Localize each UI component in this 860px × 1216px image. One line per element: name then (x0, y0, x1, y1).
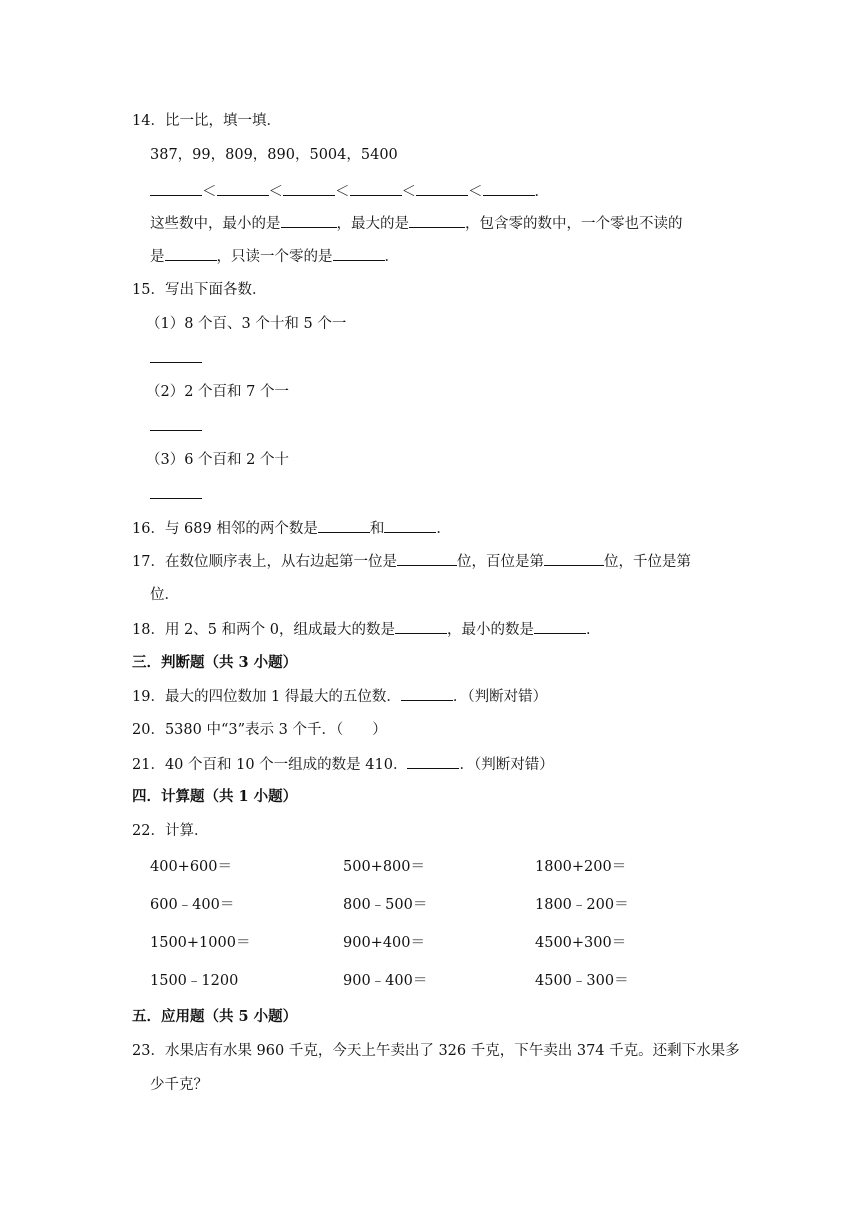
answer-blank[interactable] (150, 416, 202, 431)
q15-item-1: （1）8 个百、3 个十和 5 个一 (146, 316, 347, 332)
q14-line4: 是 ，只读一个零的是 ． (150, 246, 399, 267)
q14-numbers: 387，99，809，890，5004，5400 (150, 147, 398, 163)
q15-item-3: （3）6 个百和 2 个十 (146, 452, 290, 468)
answer-blank[interactable] (165, 246, 217, 261)
q14-line3: 这些数中，最小的是 ，最大的是 ，包含零的数中，一个零也不读的 (150, 213, 683, 234)
answer-blank[interactable] (281, 213, 337, 228)
answer-blank[interactable] (409, 213, 465, 228)
less-than-sign: ＜ (335, 184, 350, 200)
q21: 21．40 个百和 10 个一组成的数是 410． ．（判断对错） (132, 754, 554, 775)
calc-item: 1500﹣1200 (150, 973, 239, 989)
q17-line2: 位． (150, 587, 179, 603)
calc-item: 4500+300＝ (535, 935, 627, 951)
answer-blank[interactable] (416, 181, 468, 196)
answer-blank[interactable] (217, 181, 269, 196)
answer-blank[interactable] (150, 181, 202, 196)
calc-item: 1500+1000＝ (150, 935, 251, 951)
answer-blank[interactable] (150, 348, 202, 363)
answer-blank[interactable] (350, 181, 402, 196)
q14-ordering-line: ＜ ＜ ＜ ＜ ＜ ． (150, 181, 549, 202)
q15-item-2: （2）2 个百和 7 个一 (146, 384, 290, 400)
q17-line1: 17．在数位顺序表上，从右边起第一位是 位，百位是第 位，千位是第 (132, 551, 691, 572)
answer-blank[interactable] (333, 246, 385, 261)
less-than-sign: ＜ (401, 184, 416, 200)
answer-blank[interactable] (397, 551, 457, 566)
calc-item: 400+600＝ (150, 859, 233, 875)
less-than-sign: ＜ (202, 184, 217, 200)
answer-blank[interactable] (395, 619, 447, 634)
calc-item: 900﹣400＝ (343, 973, 428, 989)
q15-title: 15．写出下面各数． (132, 282, 267, 298)
answer-blank[interactable] (407, 754, 459, 769)
less-than-sign: ＜ (268, 184, 283, 200)
q19: 19．最大的四位数加 1 得最大的五位数． ．（判断对错） (132, 686, 547, 707)
answer-blank[interactable] (544, 551, 604, 566)
answer-blank[interactable] (483, 181, 535, 196)
q18: 18．用 2、5 和两个 0，组成最大的数是 ，最小的数是 ． (132, 619, 600, 640)
answer-blank[interactable] (534, 619, 586, 634)
q23-line1: 23．水果店有水果 960 千克，今天上午卖出了 326 千克，下午卖出 374 千克。还剩下水果多 (132, 1043, 740, 1059)
section-heading-calculation: 四．计算题（共 1 小题） (132, 788, 298, 805)
answer-blank[interactable] (384, 518, 436, 533)
calc-item: 1800+200＝ (535, 859, 627, 875)
q20: 20．5380 中“3”表示 3 个千．（ ） (132, 722, 387, 738)
calc-item: 600﹣400＝ (150, 897, 235, 913)
answer-blank[interactable] (318, 518, 370, 533)
calc-item: 900+400＝ (343, 935, 426, 951)
calc-item: 800﹣500＝ (343, 897, 428, 913)
section-heading-application: 五．应用题（共 5 小题） (132, 1008, 298, 1025)
q23-line2: 少千克？ (150, 1077, 208, 1093)
answer-blank[interactable] (150, 484, 202, 499)
section-heading-judgment: 三．判断题（共 3 小题） (132, 654, 298, 671)
answer-blank[interactable] (401, 686, 453, 701)
q16: 16．与 689 相邻的两个数是 和 ． (132, 518, 451, 539)
answer-blank[interactable] (283, 181, 335, 196)
less-than-sign: ＜ (468, 184, 483, 200)
q22-title: 22．计算． (132, 823, 209, 839)
calc-item: 1800﹣200＝ (535, 897, 629, 913)
calc-item: 4500﹣300＝ (535, 973, 629, 989)
calc-item: 500+800＝ (343, 859, 426, 875)
q14-title: 14．比一比，填一填． (132, 113, 281, 129)
